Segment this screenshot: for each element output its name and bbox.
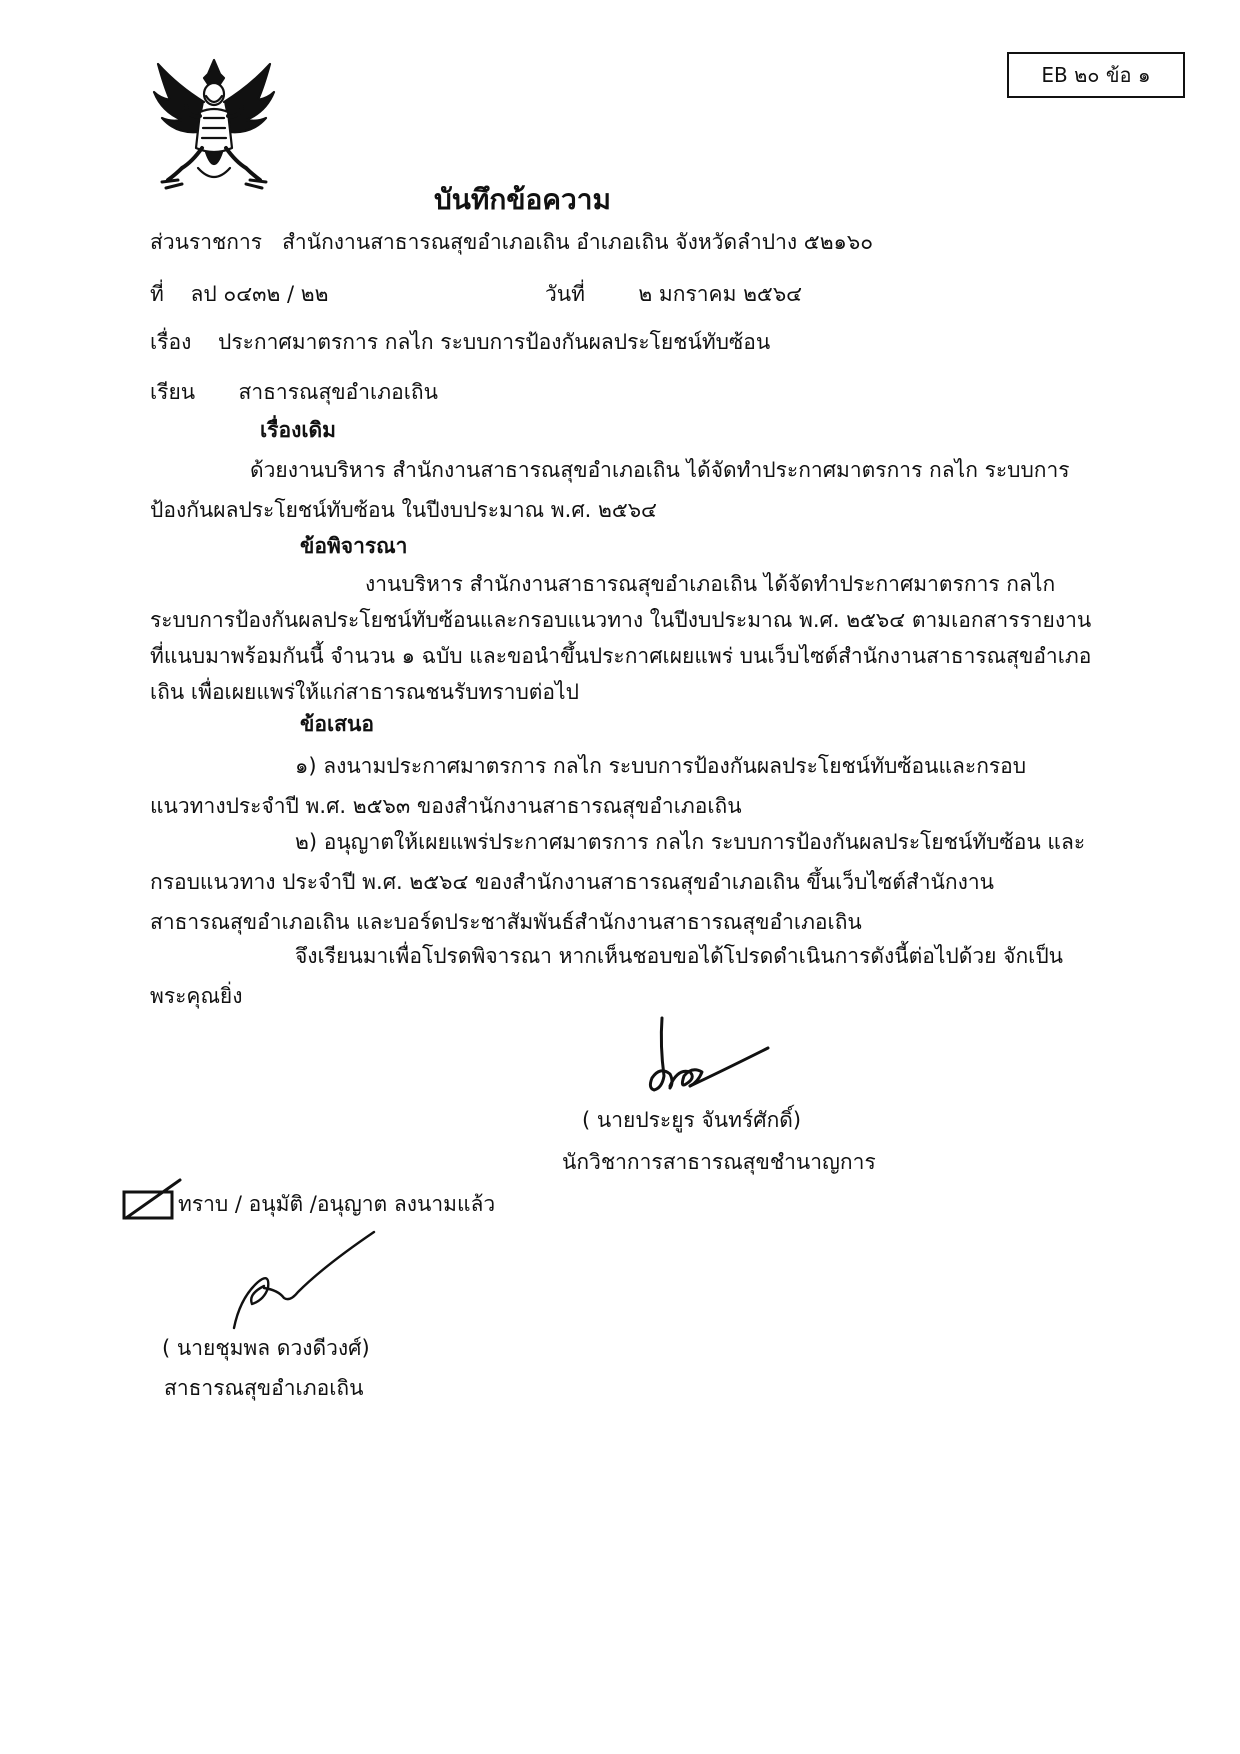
approval-text: ทราบ / อนุมัติ /อนุญาต ลงนามแล้ว [178,1192,496,1216]
proposal-heading: ข้อเสนอ [300,712,374,736]
background-paragraph: ด้วยงานบริหาร สำนักงานสาธารณสุขอำเภอเถิน ได้จัดทำประกาศมาตรการ กลไก ระบบการป้องกันผลประโยชน์ทับซ้อน ในปีงบประมาณ พ.ศ. ๒๕๖๔ [150,458,1070,522]
garuda-emblem-icon [148,56,280,192]
consideration-paragraph: งานบริหาร สำนักงานสาธารณสุขอำเภอเถิน ได้จัดทำประกาศมาตรการ กลไก ระบบการป้องกันผลประโยชน์ทับซ้อนและกรอบแนวทาง ในปีงบประมาณ พ.ศ. ๒๕๖๔ ตามเอกสารรายงานที่แนบมาพร้อมกันนี้ จำนวน ๑ ฉบับ และขอนำขึ้นประกาศเผยแพร่ บนเว็บไซต์สำนักงานสาธารณสุขอำเภอเถิน เพื่อเผยแพร่ให้แก่สาธารณชนรับทราบต่อไป [150,572,1092,704]
background-heading: เรื่องเดิม [260,418,336,442]
to-label: เรียน [150,380,196,404]
date-value: ๒ มกราคม ๒๕๖๔ [638,282,803,306]
handwritten-signature-icon [620,1016,780,1106]
closing-paragraph: จึงเรียนมาเพื่อโปรดพิจารณา หากเห็นชอบขอได้โปรดดำเนินการดังนี้ต่อไปด้วย จักเป็นพระคุณยิ่ง [150,944,1064,1008]
date-row [545,280,802,308]
subject-label: เรื่อง [150,330,192,354]
agency-value: สำนักงานสาธารณสุขอำเภอเถิน อำเภอเถิน จังหวัดลำปาง ๕๒๑๖๐ [282,230,874,254]
signer-position: นักวิชาการสาธารณสุขชำนาญการ [562,1150,876,1174]
proposal-item-1: ๑) ลงนามประกาศมาตรการ กลไก ระบบการป้องกันผลประโยชน์ทับซ้อนและกรอบแนวทางประจำปี พ.ศ. ๒๕๖๓ ของสำนักงานสาธารณสุขอำเภอเถิน [150,754,1027,818]
date-label: วันที่ [545,282,585,306]
to-value: สาธารณสุขอำเภอเถิน [238,380,438,404]
ref-value: ลป ๐๔๓๒ / ๒๒ [190,282,329,306]
approver-position: สาธารณสุขอำเภอเถิน [164,1376,364,1400]
proposal-item-2: ๒) อนุญาตให้เผยแพร่ประกาศมาตรการ กลไก ระบบการป้องกันผลประโยชน์ทับซ้อน และกรอบแนวทาง ประจำปี พ.ศ. ๒๕๖๔ ของสำนักงานสาธารณสุขอำเภอเถิน ขึ้นเว็บไซต์สำนักงานสาธารณสุขอำเภอเถิน และบอร์ดประชาสัมพันธ์สำนักงานสาธารณสุขอำเภอเถิน [150,830,1086,934]
document-title: บันทึกข้อความ [434,183,611,216]
consideration-heading: ข้อพิจารณา [300,534,408,558]
handwritten-signature-icon [224,1228,384,1338]
checked-box-icon [122,1178,184,1222]
ref-row [150,280,328,308]
ref-label: ที่ [150,282,164,306]
to-row [150,378,438,406]
agency-label: ส่วนราชการ [150,230,263,254]
agency-row [150,228,873,256]
reference-box: EB ๒๐ ข้อ ๑ [1007,52,1185,98]
subject-row [150,328,770,356]
subject-value: ประกาศมาตรการ กลไก ระบบการป้องกันผลประโยชน์ทับซ้อน [218,330,771,354]
approver-name: ( นายชุมพล ดวงดีวงศ์) [162,1336,370,1360]
signer-name: ( นายประยูร จันทร์ศักดิ์) [582,1108,802,1132]
